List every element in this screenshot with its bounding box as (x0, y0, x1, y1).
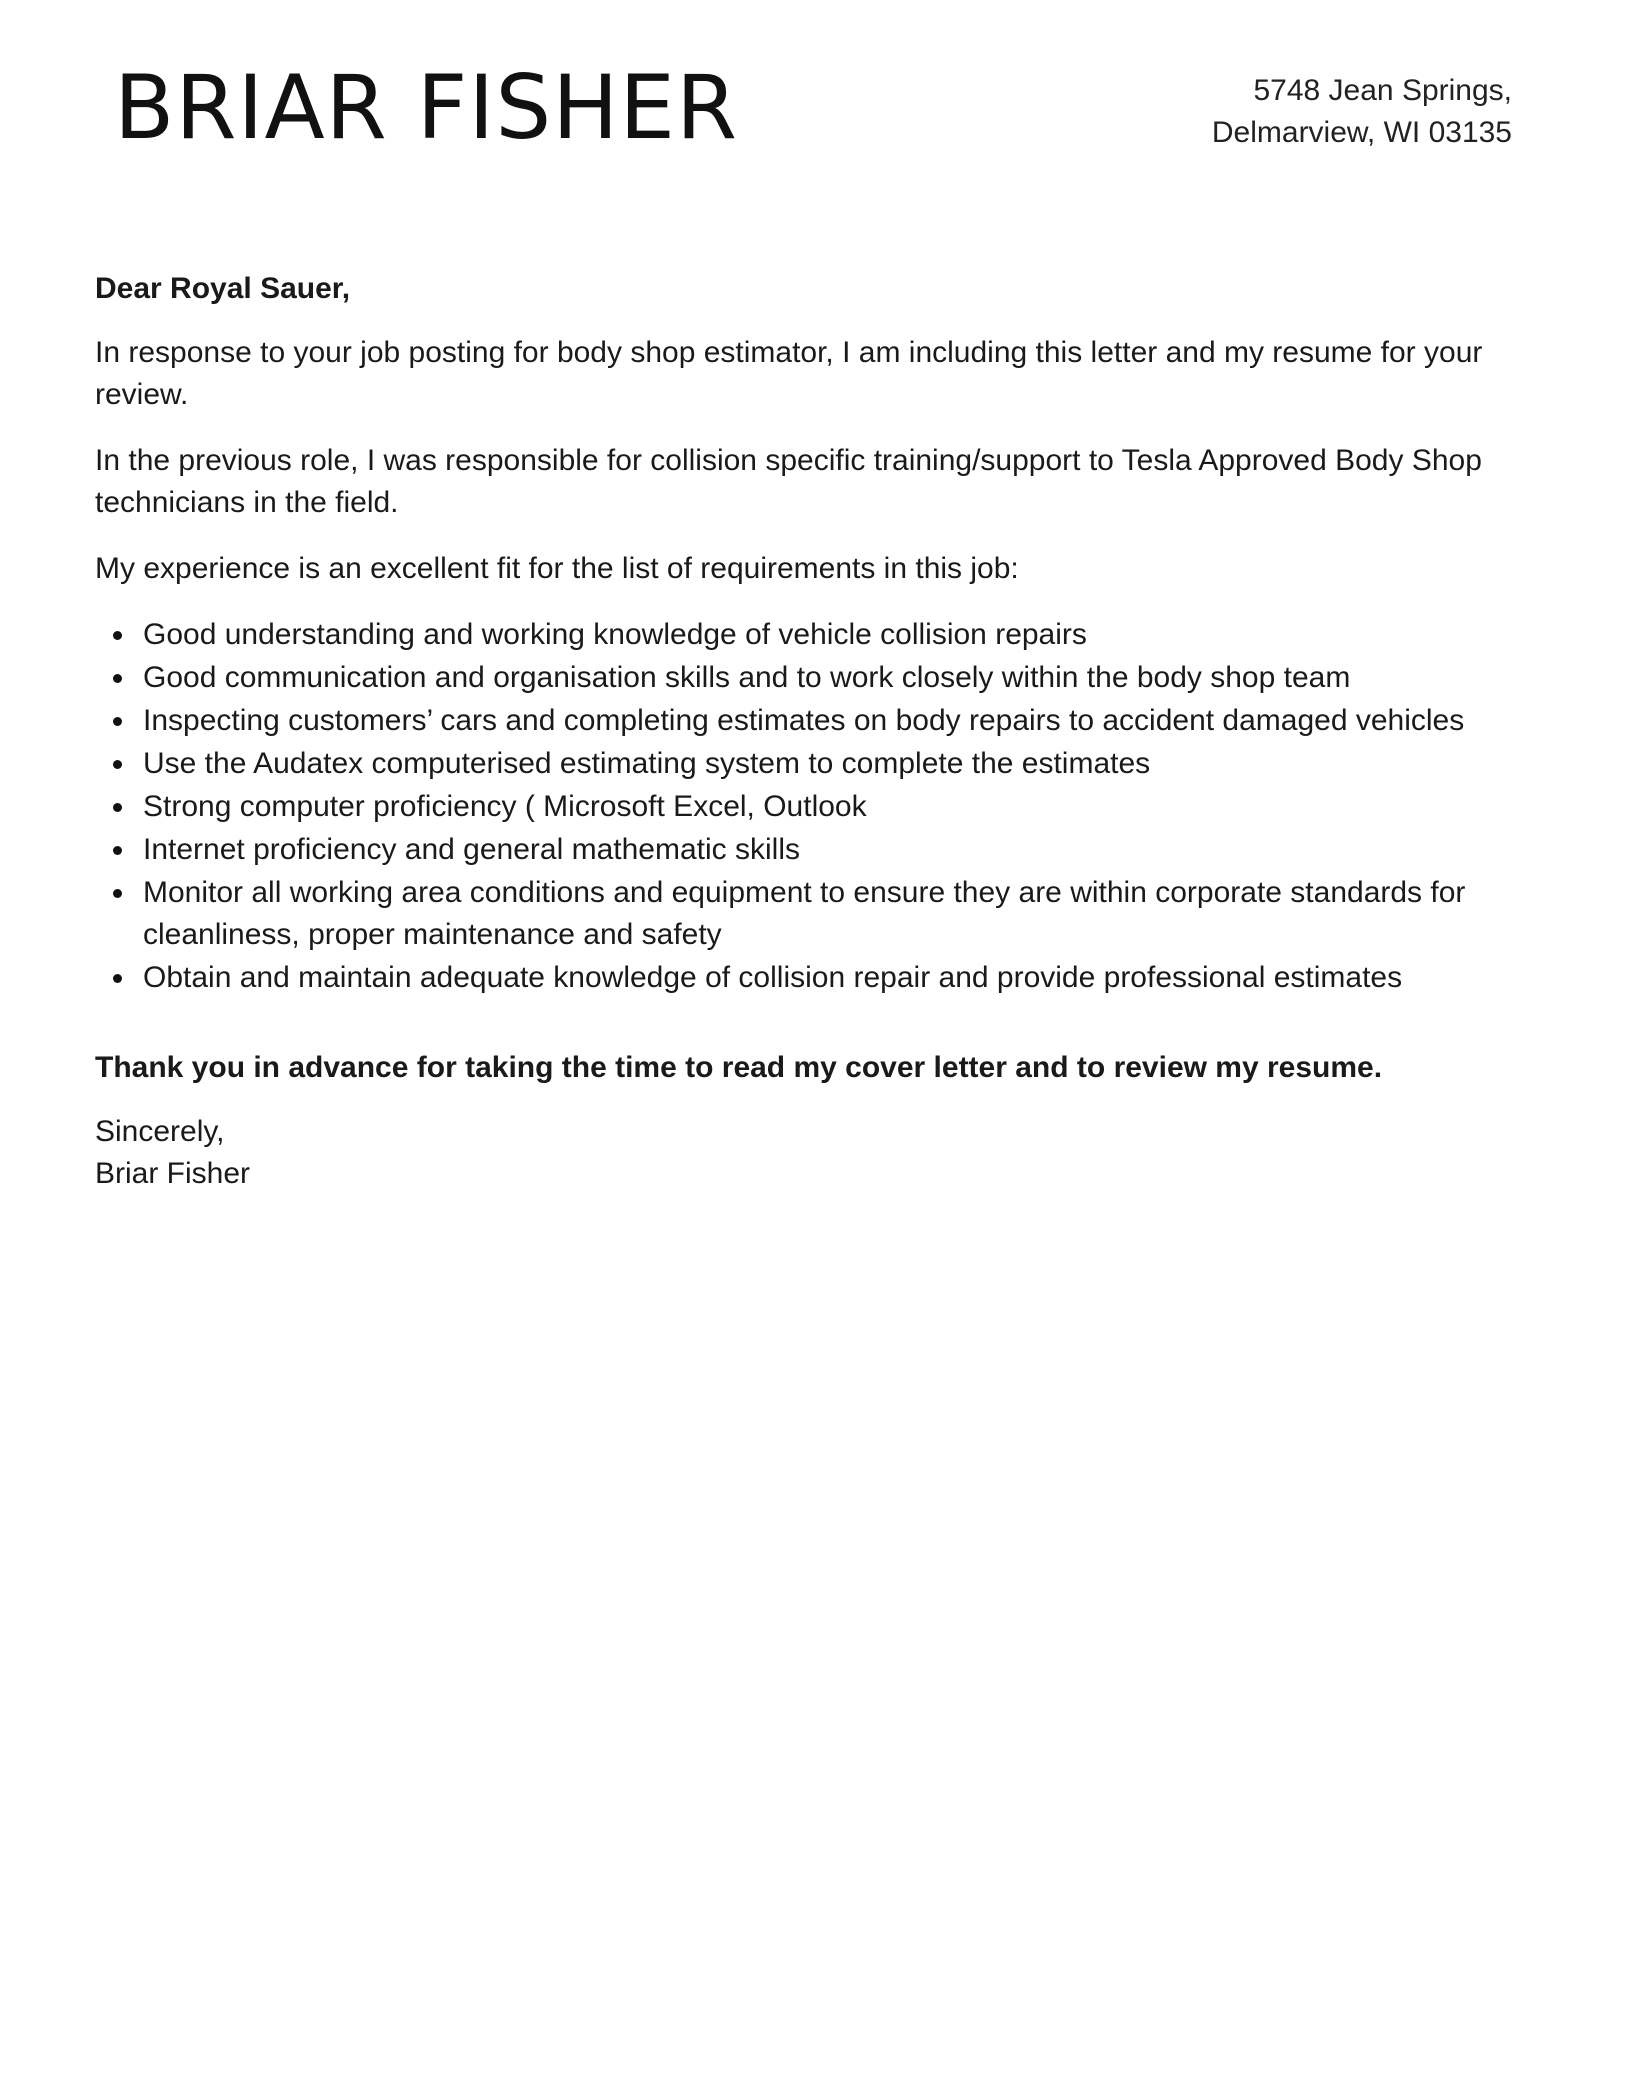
list-item: Internet proficiency and general mathematic skills (143, 829, 1525, 871)
thank-you-line: Thank you in advance for taking the time to read my cover letter and to review my resume. (95, 1051, 1383, 1084)
list-item: Obtain and maintain adequate knowledge of collision repair and provide professional estimates (143, 957, 1525, 999)
requirements-list (95, 614, 1525, 999)
letter-body (95, 268, 1525, 1195)
salutation: Dear Royal Sauer, (95, 272, 351, 305)
list-item: Use the Audatex computerised estimating system to complete the estimates (143, 743, 1525, 785)
sender-address (1212, 70, 1512, 154)
list-item: Inspecting customers’ cars and completing estimates on body repairs to accident damaged vehicles (143, 700, 1525, 742)
list-item: Good understanding and working knowledge of vehicle collision repairs (143, 614, 1525, 656)
address-line-2: Delmarview, WI 03135 (1211, 116, 1512, 149)
paragraph-requirements-lead: My experience is an excellent fit for the list of requirements in this job: (95, 552, 1019, 585)
list-item: Strong computer proficiency ( Microsoft Excel, Outlook (143, 786, 1525, 828)
list-item: Good communication and organisation skills and to work closely within the body shop team (143, 657, 1525, 699)
paragraph-previous-role: In the previous role, I was responsible for collision specific training/support to Tesla Approved Body Shop technicians in the field. (95, 444, 1482, 519)
signature: Briar Fisher (95, 1157, 251, 1190)
paragraph-intro: In response to your job posting for body shop estimator, I am including this letter and my resume for your review. (95, 336, 1483, 411)
list-item: Monitor all working area conditions and equipment to ensure they are within corporate standards for cleanliness, proper maintenance and safety (143, 872, 1525, 956)
letter-header (0, 0, 1632, 200)
address-line-1: 5748 Jean Springs, (1253, 74, 1512, 107)
closing-block (95, 1111, 1525, 1195)
closing: Sincerely, (95, 1115, 225, 1148)
sender-name: BRIAR FISHER (114, 56, 739, 159)
